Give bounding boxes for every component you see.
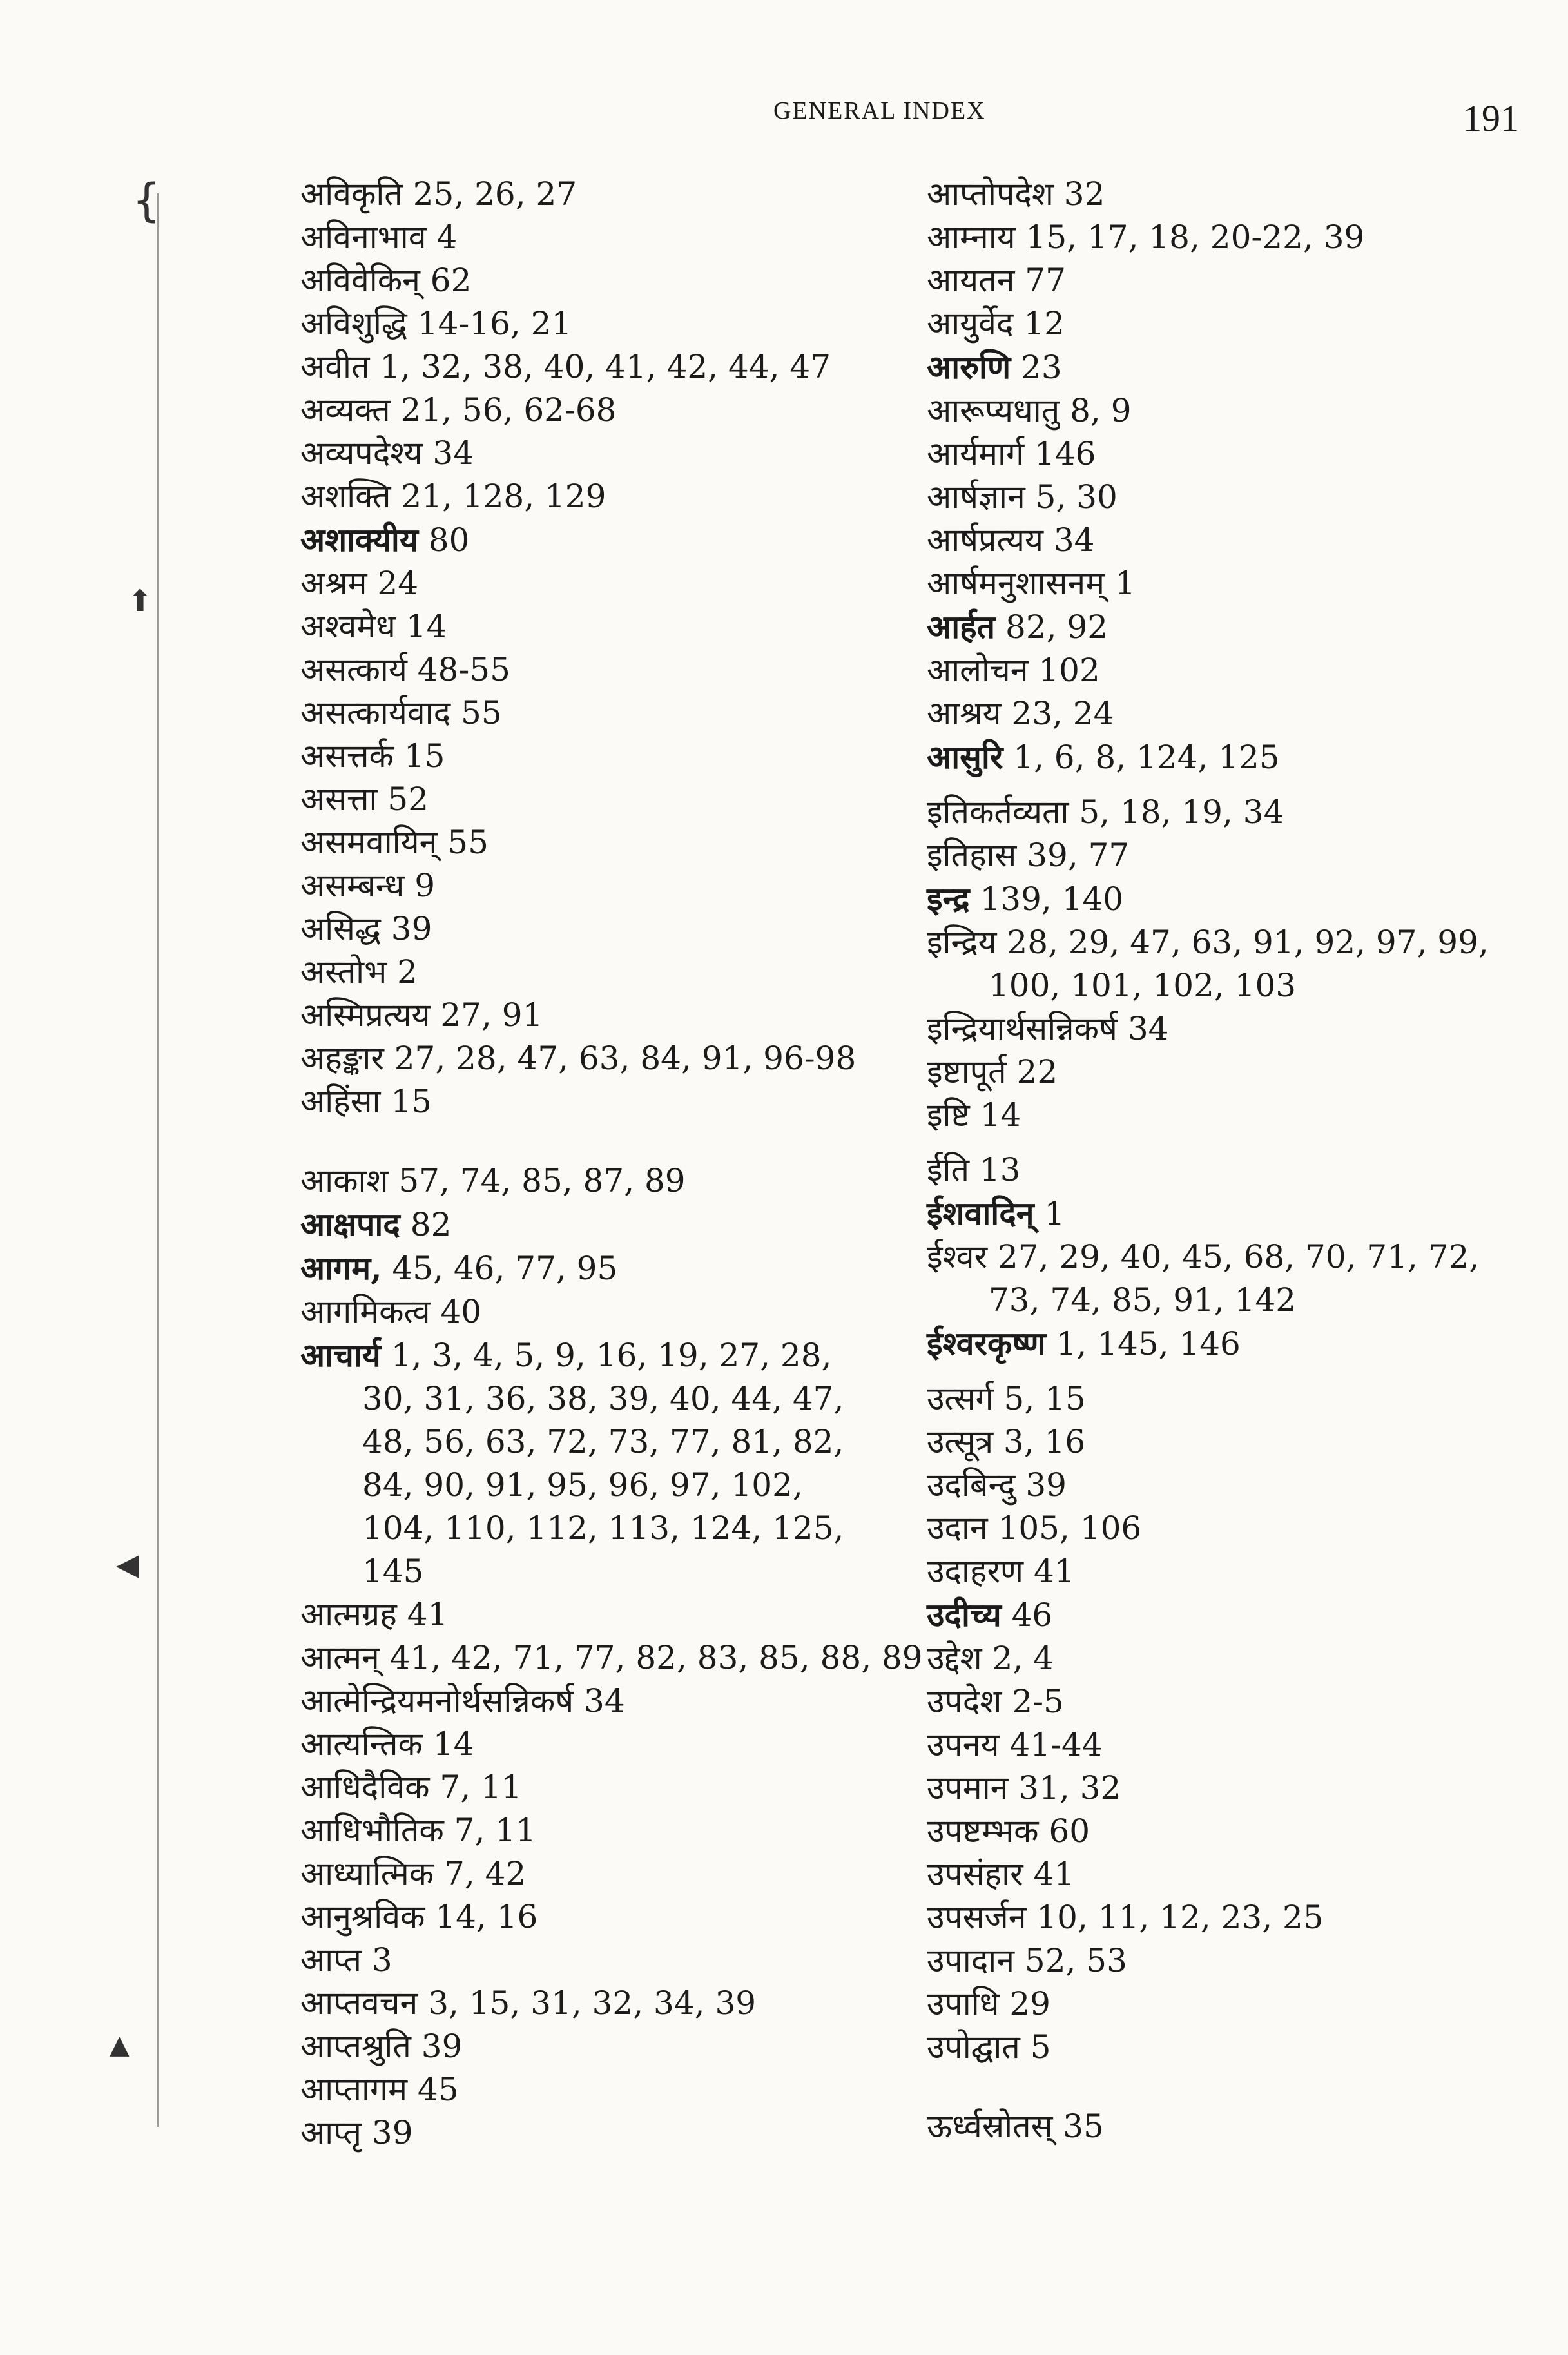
index-term: आर्षज्ञान bbox=[927, 478, 1025, 516]
index-term: उपसंहार bbox=[927, 1856, 1023, 1893]
index-page-refs: 40 bbox=[430, 1293, 482, 1330]
index-entry bbox=[300, 605, 919, 648]
index-page-refs: 2-5 bbox=[1002, 1683, 1064, 1720]
index-entry bbox=[927, 519, 1507, 562]
index-page-refs: 60 bbox=[1038, 1812, 1090, 1850]
index-term: उपाधि bbox=[927, 1985, 1000, 2022]
index-entry bbox=[300, 907, 919, 951]
index-entry-continuation bbox=[300, 1420, 919, 1464]
index-term: उदाहरण bbox=[927, 1553, 1024, 1590]
index-term: उपोद्घात bbox=[927, 2028, 1020, 2066]
index-term: उदबिन्दु bbox=[927, 1466, 1016, 1504]
index-entry bbox=[300, 216, 919, 259]
index-page-refs: 146 bbox=[1024, 435, 1096, 472]
index-entry bbox=[300, 994, 919, 1037]
index-term: आध्यात्मिक bbox=[300, 1855, 434, 1892]
index-page-refs: 62 bbox=[420, 262, 472, 299]
index-entry bbox=[300, 821, 919, 864]
margin-arrow-mark: ◀ bbox=[116, 1547, 139, 1582]
index-entry bbox=[300, 1680, 919, 1723]
index-entry bbox=[300, 648, 919, 692]
section-gap bbox=[300, 1123, 919, 1159]
index-page-refs: 12 bbox=[1013, 305, 1065, 342]
index-page-refs: 30, 31, 36, 38, 39, 40, 44, 47, bbox=[362, 1380, 844, 1417]
index-entry bbox=[300, 864, 919, 907]
index-page-refs: 2, 4 bbox=[982, 1640, 1054, 1677]
index-term: असत्कार्य bbox=[300, 651, 407, 688]
index-entry bbox=[300, 735, 919, 778]
index-page-refs: 34 bbox=[422, 434, 474, 472]
index-entry bbox=[927, 1507, 1507, 1550]
index-entry bbox=[300, 1636, 923, 1680]
index-entry bbox=[927, 2105, 1507, 2148]
index-page-refs: 82 bbox=[400, 1206, 452, 1243]
index-page-refs: 46 bbox=[1001, 1596, 1053, 1634]
index-page-refs: 14 bbox=[422, 1725, 474, 1763]
index-page-refs: 39 bbox=[1015, 1466, 1067, 1504]
index-entry bbox=[300, 778, 919, 821]
index-page-refs: 13 bbox=[969, 1151, 1021, 1188]
index-entry bbox=[300, 1809, 919, 1852]
index-term: आर्षप्रत्यय bbox=[927, 521, 1043, 559]
index-term: असमवायिन् bbox=[300, 824, 438, 861]
index-term: इष्टि bbox=[927, 1096, 970, 1134]
index-term: अव्यपदेश्य bbox=[300, 434, 423, 472]
index-entry bbox=[927, 1896, 1507, 1939]
margin-arrow-mark: ⬆ bbox=[128, 583, 153, 618]
index-entry bbox=[927, 791, 1507, 834]
index-entry-continuation bbox=[300, 1464, 919, 1507]
index-entry bbox=[300, 518, 919, 562]
index-page-refs: 5, 30 bbox=[1025, 478, 1118, 516]
index-page-refs: 41, 42, 71, 77, 82, 83, 85, 88, 89 bbox=[379, 1639, 923, 1676]
index-page-refs: 102 bbox=[1028, 652, 1100, 689]
index-page-refs: 48-55 bbox=[407, 651, 510, 688]
index-entry-continuation bbox=[300, 1377, 919, 1420]
index-term: उपष्टम्भक bbox=[927, 1812, 1039, 1850]
index-entry bbox=[927, 649, 1507, 692]
section-gap bbox=[927, 1366, 1507, 1377]
index-entry bbox=[300, 432, 919, 475]
index-term: असत्कार्यवाद bbox=[300, 694, 451, 732]
index-page-refs: 55 bbox=[450, 694, 502, 732]
index-term: असिद्ध bbox=[300, 910, 381, 947]
index-page-refs: 10, 11, 12, 23, 25 bbox=[1026, 1899, 1324, 1936]
index-page-refs: 27, 91 bbox=[430, 996, 543, 1034]
index-entry-continuation bbox=[300, 1550, 919, 1593]
index-entry bbox=[300, 1593, 919, 1636]
index-entry bbox=[300, 475, 919, 518]
index-page-refs: 41 bbox=[1023, 1856, 1075, 1893]
index-page-refs: 3, 16 bbox=[993, 1423, 1086, 1460]
index-entry bbox=[927, 1192, 1507, 1236]
index-term: आधिदैविक bbox=[300, 1769, 430, 1806]
index-term: आप्तश्रुति bbox=[300, 2028, 411, 2065]
index-page-refs: 1, 6, 8, 124, 125 bbox=[1003, 739, 1280, 776]
section-gap bbox=[927, 2069, 1507, 2105]
index-page-refs: 15 bbox=[393, 737, 445, 775]
index-page-refs: 39, 77 bbox=[1016, 837, 1130, 874]
index-entry bbox=[300, 2025, 919, 2068]
index-entry bbox=[927, 1593, 1507, 1637]
index-page-refs: 52, 53 bbox=[1014, 1942, 1127, 1979]
index-term: उत्सर्ग bbox=[927, 1380, 994, 1417]
index-entry bbox=[927, 1051, 1507, 1094]
index-page-refs: 35 bbox=[1052, 2108, 1104, 2145]
index-page-refs: 27, 29, 40, 45, 68, 70, 71, 72, bbox=[987, 1238, 1480, 1275]
index-term: आगमिकत्व bbox=[300, 1293, 431, 1330]
index-term: आरूप्यधातु bbox=[927, 392, 1060, 429]
index-entry bbox=[927, 1236, 1507, 1279]
index-entry bbox=[300, 1080, 919, 1123]
index-entry bbox=[927, 1094, 1507, 1137]
index-entry bbox=[927, 1007, 1507, 1051]
index-entry bbox=[927, 302, 1507, 345]
index-term: इन्द्रिय bbox=[927, 924, 997, 961]
index-page-refs: 41 bbox=[396, 1596, 449, 1633]
index-term: आम्नाय bbox=[927, 218, 1016, 256]
index-entry bbox=[300, 1982, 919, 2025]
index-entry bbox=[927, 1939, 1507, 1982]
index-entry bbox=[927, 389, 1507, 432]
index-page-refs: 84, 90, 91, 95, 96, 97, 102, bbox=[362, 1466, 803, 1504]
index-term: उपमान bbox=[927, 1769, 1009, 1807]
index-term: उपनय bbox=[927, 1726, 1000, 1763]
index-term: असत्ता bbox=[300, 780, 378, 818]
index-page-refs: 24 bbox=[367, 565, 419, 602]
margin-rule bbox=[157, 193, 159, 2127]
index-term: इन्द्र bbox=[927, 880, 970, 918]
index-term: अविशुद्धि bbox=[300, 305, 407, 342]
index-page-refs: 39 bbox=[362, 2114, 413, 2151]
index-term: आनुश्रविक bbox=[300, 1898, 425, 1935]
index-term: आप्तृ bbox=[300, 2114, 362, 2151]
index-entry bbox=[927, 345, 1507, 389]
index-entry bbox=[927, 1767, 1507, 1810]
index-term: आर्यमार्ग bbox=[927, 435, 1025, 472]
index-entry bbox=[927, 921, 1507, 964]
running-title: GENERAL INDEX bbox=[773, 97, 986, 124]
index-term: अस्तोभ bbox=[300, 953, 387, 991]
index-term: ऊर्ध्वस्रोतस् bbox=[927, 2108, 1053, 2145]
index-term: आप्तोपदेश bbox=[927, 175, 1054, 213]
index-entry bbox=[300, 2068, 919, 2111]
index-page-refs: 41 bbox=[1023, 1553, 1075, 1590]
index-page-refs: 2 bbox=[387, 953, 418, 991]
index-entry bbox=[927, 1464, 1507, 1507]
index-entry bbox=[300, 345, 919, 389]
index-entry bbox=[927, 1982, 1507, 2026]
index-page-refs: 15, 17, 18, 20-22, 39 bbox=[1015, 218, 1365, 256]
index-term: अवीत bbox=[300, 348, 370, 385]
index-term: अश्वमेध bbox=[300, 608, 396, 645]
index-page-refs: 5, 15 bbox=[993, 1380, 1086, 1417]
index-entry bbox=[300, 692, 919, 735]
index-term: आगम, bbox=[300, 1249, 382, 1287]
index-term: इष्टापूर्त bbox=[927, 1053, 1007, 1090]
index-term: अविकृति bbox=[300, 175, 403, 213]
index-term: इतिहास bbox=[927, 837, 1017, 874]
index-term: अहिंसा bbox=[300, 1083, 381, 1120]
index-entry bbox=[927, 1810, 1507, 1853]
index-term: आत्मग्रह bbox=[300, 1596, 397, 1633]
index-page-refs: 5, 18, 19, 34 bbox=[1069, 793, 1284, 831]
index-entry bbox=[927, 432, 1507, 476]
index-term: अहङ्कार bbox=[300, 1040, 384, 1077]
index-entry bbox=[927, 605, 1507, 649]
index-entry bbox=[927, 2026, 1507, 2069]
index-page-refs: 28, 29, 47, 63, 91, 92, 97, 99, bbox=[996, 924, 1489, 961]
index-entry bbox=[927, 1853, 1507, 1896]
index-entry bbox=[927, 259, 1507, 302]
index-entry bbox=[300, 562, 919, 605]
index-page-refs: 14 bbox=[395, 608, 447, 645]
index-page-refs: 39 bbox=[380, 910, 432, 947]
index-page-refs: 7, 11 bbox=[429, 1769, 522, 1806]
index-term: आधिभौतिक bbox=[300, 1812, 444, 1849]
index-entry bbox=[927, 834, 1507, 877]
index-page-refs: 34 bbox=[574, 1682, 625, 1720]
index-term: आप्तागम bbox=[300, 2071, 407, 2108]
index-entry bbox=[927, 1377, 1507, 1420]
index-term: आयतन bbox=[927, 262, 1015, 299]
index-entry bbox=[927, 1637, 1507, 1680]
index-entry bbox=[300, 951, 919, 994]
index-term: ईश्वरकृष्ण bbox=[927, 1324, 1046, 1362]
margin-arrow-mark: ▲ bbox=[110, 2030, 130, 2060]
index-entry bbox=[300, 173, 919, 216]
index-page-refs: 55 bbox=[437, 824, 489, 861]
index-term: उदीच्य bbox=[927, 1596, 1002, 1634]
index-page-refs: 48, 56, 63, 72, 73, 77, 81, 82, bbox=[362, 1423, 844, 1460]
index-term: अव्यक्त bbox=[300, 391, 391, 429]
index-page-refs: 1, 32, 38, 40, 41, 42, 44, 47 bbox=[369, 348, 831, 385]
index-entry bbox=[927, 216, 1507, 259]
index-entry bbox=[300, 1852, 919, 1895]
index-entry bbox=[927, 877, 1507, 921]
index-term: आप्त bbox=[300, 1941, 362, 1979]
index-page-refs: 1, 3, 4, 5, 9, 16, 19, 27, 28, bbox=[380, 1337, 832, 1374]
index-term: आकाश bbox=[300, 1162, 389, 1199]
index-page-refs: 21, 128, 129 bbox=[391, 478, 606, 515]
index-entry bbox=[300, 259, 919, 302]
index-term: ईश्वर bbox=[927, 1238, 988, 1275]
index-page-refs: 41-44 bbox=[999, 1726, 1103, 1763]
index-column-right bbox=[927, 173, 1507, 2148]
index-page-refs: 73, 74, 85, 91, 142 bbox=[989, 1281, 1297, 1319]
index-entry bbox=[300, 389, 919, 432]
index-entry-continuation bbox=[300, 1507, 919, 1550]
index-entry bbox=[300, 1037, 919, 1080]
index-page-refs: 45, 46, 77, 95 bbox=[382, 1250, 618, 1287]
index-entry bbox=[927, 173, 1507, 216]
index-entry bbox=[927, 1550, 1507, 1593]
index-term: आरुणि bbox=[927, 348, 1011, 386]
index-page-refs: 77 bbox=[1014, 262, 1066, 299]
index-entry bbox=[300, 1895, 919, 1939]
index-term: उद्देश bbox=[927, 1640, 982, 1677]
index-entry bbox=[927, 692, 1507, 735]
index-term: अशाक्यीय bbox=[300, 521, 418, 559]
index-term: अशक्ति bbox=[300, 478, 391, 515]
index-entry bbox=[300, 1290, 919, 1333]
index-entry bbox=[927, 735, 1507, 779]
index-page-refs: 34 bbox=[1117, 1010, 1169, 1047]
index-entry bbox=[300, 1203, 919, 1246]
index-page-refs: 3 bbox=[362, 1941, 392, 1979]
index-term: आलोचन bbox=[927, 652, 1029, 689]
index-entry bbox=[927, 1148, 1507, 1192]
index-page-refs: 21, 56, 62-68 bbox=[390, 391, 617, 429]
index-entry bbox=[300, 1766, 919, 1809]
index-term: अविनाभाव bbox=[300, 218, 427, 256]
index-term: आर्हत bbox=[927, 608, 996, 646]
index-entry bbox=[927, 1420, 1507, 1464]
index-entry bbox=[300, 1939, 919, 1982]
page-number: 191 bbox=[1463, 97, 1519, 139]
index-entry-continuation bbox=[927, 1279, 1507, 1322]
index-page-refs: 5 bbox=[1020, 2028, 1051, 2066]
index-page-refs: 9 bbox=[404, 867, 436, 904]
index-page-refs: 27, 28, 47, 63, 84, 91, 96-98 bbox=[383, 1040, 857, 1077]
index-page-refs: 32 bbox=[1053, 175, 1105, 213]
index-term: इन्द्रियार्थसन्निकर्ष bbox=[927, 1010, 1118, 1047]
index-term: उपसर्जन bbox=[927, 1899, 1027, 1936]
index-page-refs: 57, 74, 85, 87, 89 bbox=[388, 1162, 686, 1199]
index-entry bbox=[300, 1333, 919, 1377]
index-term: आत्मेन्द्रियमनोर्थसन्निकर्ष bbox=[300, 1682, 574, 1720]
index-page-refs: 145 bbox=[362, 1553, 424, 1590]
index-page-refs: 14-16, 21 bbox=[407, 305, 572, 342]
index-page-refs: 23 bbox=[1011, 349, 1062, 386]
index-term: उदान bbox=[927, 1509, 988, 1547]
index-entry bbox=[300, 2111, 919, 2155]
index-term: आत्यन्तिक bbox=[300, 1725, 423, 1763]
section-gap bbox=[927, 1137, 1507, 1148]
index-term: असम्बन्ध bbox=[300, 867, 405, 904]
index-page-refs: 14, 16 bbox=[425, 1898, 538, 1935]
index-page-refs: 7, 42 bbox=[434, 1855, 527, 1892]
index-page-refs: 104, 110, 112, 113, 124, 125, bbox=[362, 1509, 844, 1547]
index-term: आश्रय bbox=[927, 695, 1002, 732]
index-entry bbox=[927, 1723, 1507, 1767]
index-term: ईशवादिन् bbox=[927, 1194, 1034, 1232]
index-page-refs: 8, 9 bbox=[1060, 392, 1132, 429]
index-entry bbox=[300, 1159, 919, 1203]
index-page-refs: 22 bbox=[1006, 1053, 1058, 1090]
index-page-refs: 4 bbox=[426, 218, 458, 256]
index-page-refs: 105, 106 bbox=[987, 1509, 1142, 1547]
index-page-refs: 29 bbox=[999, 1985, 1050, 2022]
index-page-refs: 45 bbox=[407, 2071, 459, 2108]
index-term: आर्षमनुशासनम् bbox=[927, 565, 1105, 602]
index-term: आसुरि bbox=[927, 738, 1003, 776]
index-page-refs: 25, 26, 27 bbox=[402, 175, 577, 213]
index-term: आचार्य bbox=[300, 1336, 381, 1374]
index-term: अश्रम bbox=[300, 565, 367, 602]
index-page-refs: 1, 145, 146 bbox=[1045, 1325, 1241, 1362]
index-entry bbox=[927, 562, 1507, 605]
index-page-refs: 14 bbox=[969, 1096, 1021, 1134]
index-column-left bbox=[300, 173, 923, 2155]
index-term: असत्तर्क bbox=[300, 737, 394, 775]
index-term: आप्तवचन bbox=[300, 1984, 418, 2022]
index-term: आयुर्वेद bbox=[927, 305, 1014, 342]
index-term: आत्मन् bbox=[300, 1639, 380, 1676]
index-term: ईति bbox=[927, 1151, 969, 1188]
index-term: इतिकर्तव्यता bbox=[927, 793, 1069, 831]
index-page-refs: 52 bbox=[377, 780, 429, 818]
index-term: उत्सूत्र bbox=[927, 1423, 994, 1460]
index-term: उपदेश bbox=[927, 1683, 1002, 1720]
index-page-refs: 31, 32 bbox=[1008, 1769, 1121, 1807]
index-entry bbox=[927, 476, 1507, 519]
index-entry bbox=[300, 302, 919, 345]
index-page-refs: 15 bbox=[380, 1083, 432, 1120]
index-entry bbox=[927, 1322, 1507, 1366]
index-page-refs: 80 bbox=[418, 521, 470, 559]
index-entry bbox=[300, 1246, 919, 1290]
index-page-refs: 23, 24 bbox=[1001, 695, 1114, 732]
index-term: अस्मिप्रत्यय bbox=[300, 996, 431, 1034]
index-page-refs: 139, 140 bbox=[969, 880, 1124, 918]
index-page-refs: 100, 101, 102, 103 bbox=[989, 967, 1297, 1004]
index-page-refs: 82, 92 bbox=[995, 608, 1108, 646]
index-entry bbox=[927, 1680, 1507, 1723]
index-page-refs: 34 bbox=[1043, 521, 1095, 559]
index-page-refs: 3, 15, 31, 32, 34, 39 bbox=[418, 1984, 757, 2022]
index-term: आक्षपाद bbox=[300, 1205, 400, 1243]
index-entry bbox=[300, 1723, 919, 1766]
index-term: अविवेकिन् bbox=[300, 262, 420, 299]
margin-bracket-mark: { bbox=[132, 174, 161, 227]
index-page-refs: 1 bbox=[1034, 1195, 1065, 1232]
index-entry-continuation bbox=[927, 964, 1507, 1007]
index-term: उपादान bbox=[927, 1942, 1014, 1979]
index-page-refs: 39 bbox=[411, 2028, 463, 2065]
index-page-refs: 1 bbox=[1105, 565, 1136, 602]
index-page-refs: 7, 11 bbox=[443, 1812, 536, 1849]
section-gap bbox=[927, 779, 1507, 791]
